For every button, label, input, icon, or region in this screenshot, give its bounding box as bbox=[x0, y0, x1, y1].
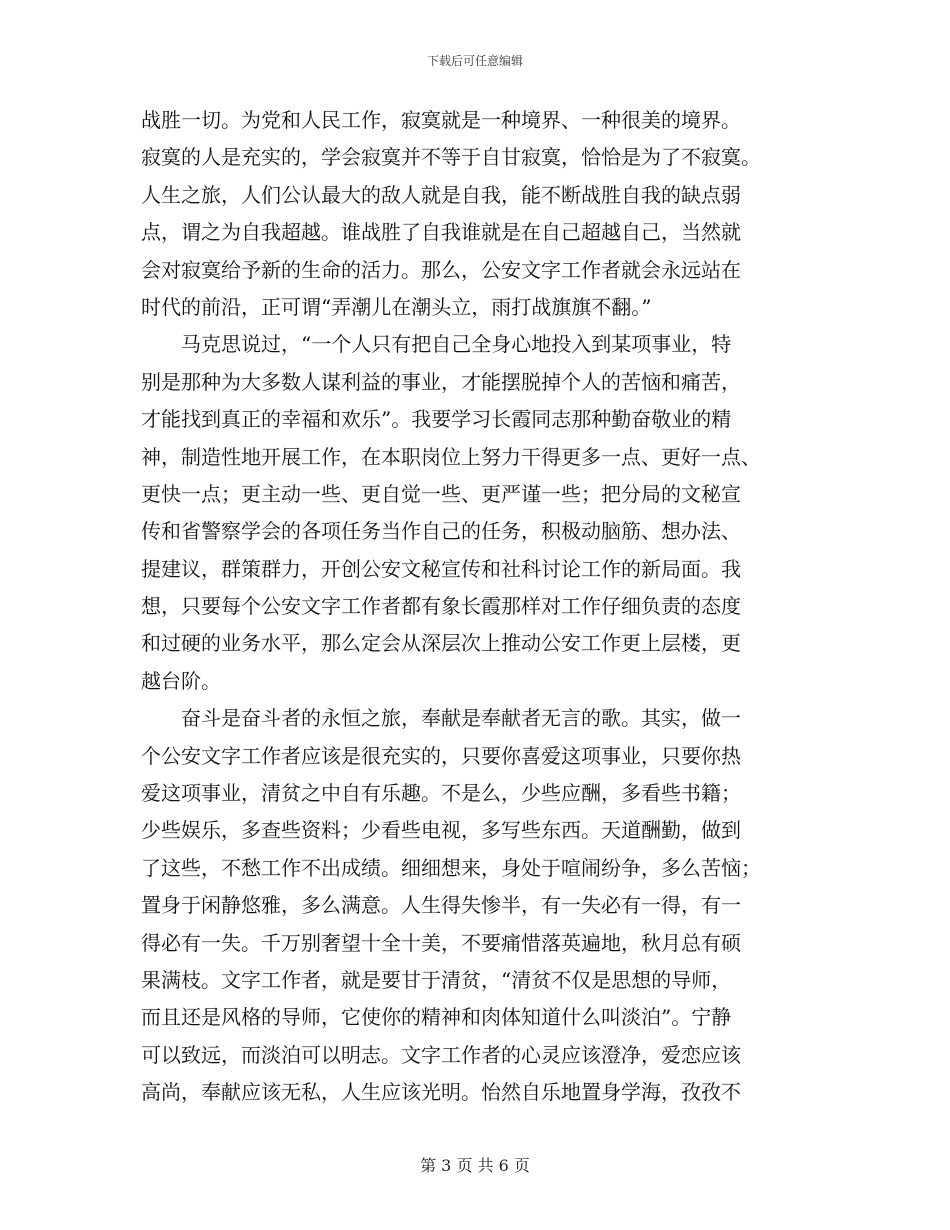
text-line: 可以致远，而淡泊可以明志。文字工作者的心灵应该澄净，爱恋应该 bbox=[141, 1042, 741, 1067]
text-line: 了这些，不愁工作不出成绩。细细想来，身处于喧闹纷争，多么苦恼； bbox=[141, 855, 761, 880]
text-line: 爱这项事业，清贫之中自有乐趣。不是么，少些应酬，多看些书籍； bbox=[141, 781, 741, 806]
page-footer: 第 3 页 共 6 页 bbox=[420, 1156, 530, 1175]
text-line: 提建议，群策群力，开创公安文秘宣传和社科讨论工作的新局面。我 bbox=[141, 556, 741, 581]
text-line: 高尚，奉献应该无私，人生应该光明。怡然自乐地置身学海，孜孜不 bbox=[141, 1080, 741, 1105]
text-line: 马克思说过，“一个人只有把自己全身心地投入到某项事业，特 bbox=[141, 332, 732, 357]
page-header: 下载后可任意编辑 bbox=[426, 54, 523, 68]
text-line: 神，制造性地开展工作，在本职岗位上努力干得更多一点、更好一点、 bbox=[141, 444, 761, 469]
text-line: 和过硬的业务水平，那么定会从深层次上推动公安工作更上层楼，更 bbox=[141, 631, 741, 656]
text-line: 想，只要每个公安文字工作者都有象长霞那样对工作仔细负责的态度 bbox=[141, 594, 741, 619]
text-line: 奋斗是奋斗者的永恒之旅，奉献是奉献者无言的歌。其实，做一 bbox=[141, 706, 741, 731]
text-line: 人生之旅，人们公认最大的敌人就是自我，能不断战胜自我的缺点弱 bbox=[141, 182, 741, 207]
text-line: 得必有一失。千万别奢望十全十美，不要痛惜落英遍地，秋月总有硕 bbox=[141, 930, 741, 955]
text-line: 少些娱乐，多查些资料；少看些电视，多写些东西。天道酬勤，做到 bbox=[141, 818, 741, 843]
text-line: 战胜一切。为党和人民工作，寂寞就是一种境界、一种很美的境界。 bbox=[141, 108, 741, 132]
text-line: 寂寞的人是充实的，学会寂寞并不等于自甘寂寞，恰恰是为了不寂寞。 bbox=[141, 145, 761, 170]
text-line: 传和省警察学会的各项任务当作自己的任务，积极动脑筋、想办法、 bbox=[141, 519, 741, 544]
text-line: 置身于闲静悠雅，多么满意。人生得失惨半，有一失必有一得，有一 bbox=[141, 893, 741, 918]
text-line: 会对寂寞给予新的生命的活力。那么，公安文字工作者就会永远站在 bbox=[141, 257, 741, 282]
text-line: 个公安文字工作者应该是很充实的，只要你喜爱这项事业，只要你热 bbox=[141, 743, 741, 768]
text-line: 越台阶。 bbox=[141, 668, 221, 693]
text-line: 果满枝。文字工作者，就是要甘于清贫，“清贫不仅是思想的导师， bbox=[141, 967, 732, 992]
text-line: 时代的前沿，正可谓“弄潮儿在潮头立，雨打战旗旗不翻。” bbox=[141, 294, 652, 319]
text-line: 更快一点；更主动一些、更自觉一些、更严谨一些；把分局的文秘宣 bbox=[141, 481, 741, 506]
text-line: 点，谓之为自我超越。谁战胜了自我谁就是在自己超越自己，当然就 bbox=[141, 220, 741, 245]
text-line: 而且还是风格的导师，它使你的精神和肉体知道什么叫淡泊”。宁静 bbox=[141, 1005, 732, 1030]
document-body bbox=[141, 102, 809, 1112]
text-line: 别是那种为大多数人谋利益的事业，才能摆脱掉个人的苦恼和痛苦， bbox=[141, 369, 741, 394]
text-line: 才能找到真正的幸福和欢乐”。我要学习长霞同志那种勤奋敬业的精 bbox=[141, 407, 732, 432]
